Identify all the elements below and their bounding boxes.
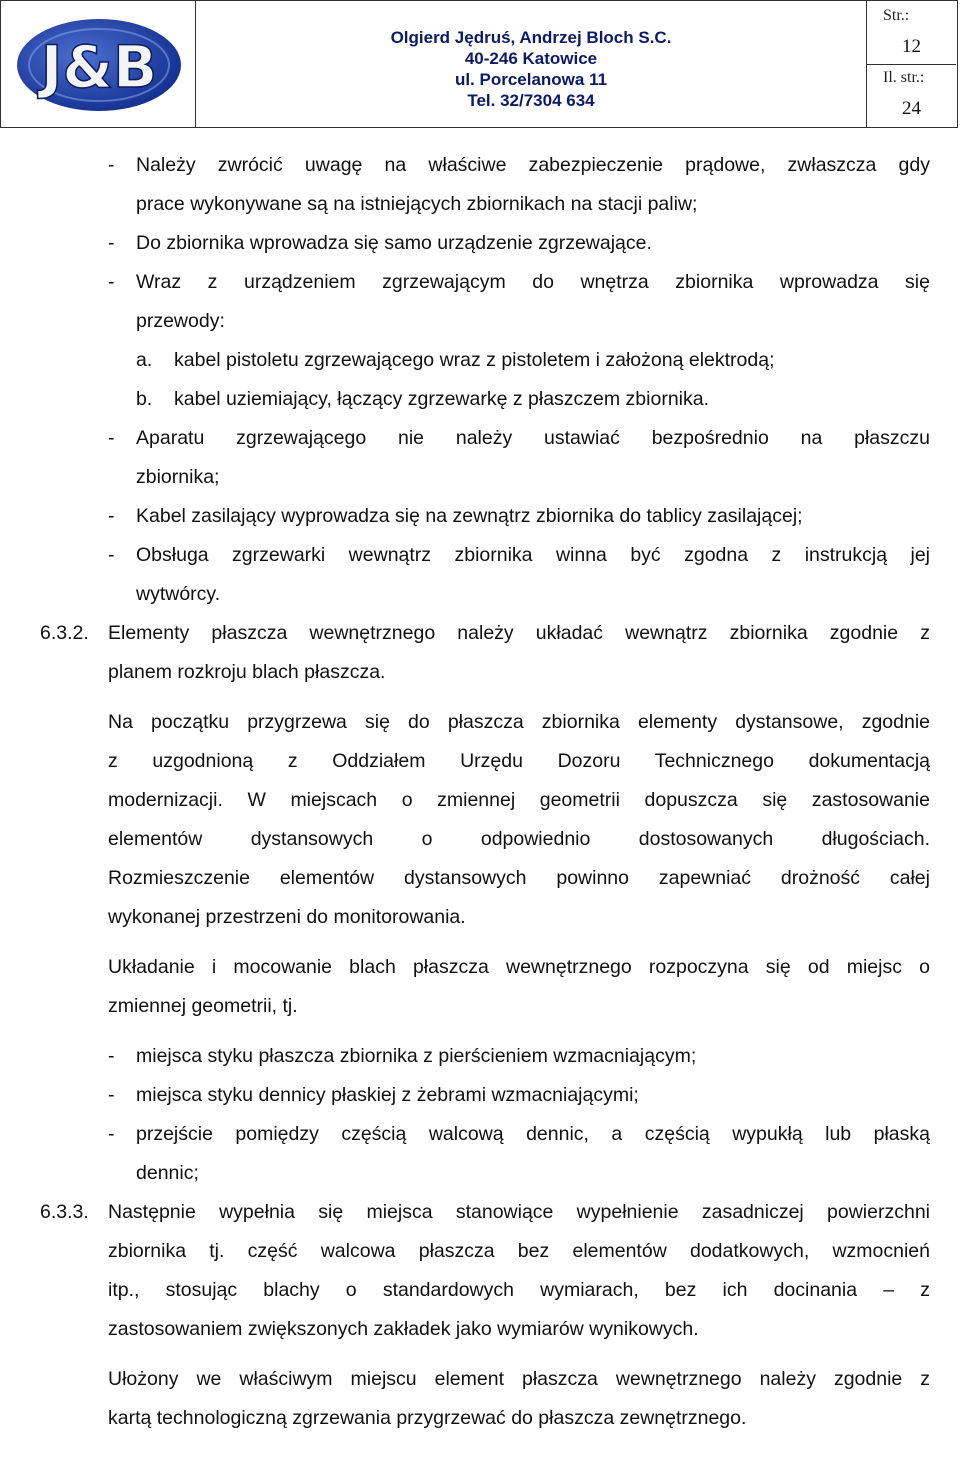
page-number: 12	[902, 36, 921, 57]
total-pages: 24	[902, 98, 921, 119]
text-line: zbiornika tj. część walcowa płaszcza bez elementów dodatkowych, wzmocnień	[108, 1240, 930, 1262]
text-line: dennic;	[136, 1162, 199, 1184]
text-line: Wraz z urządzeniem zgrzewającym do wnętrza zbiornika wprowadza się	[136, 271, 930, 293]
text-line: z uzgodnioną z Oddziałem Urzędu Dozoru Technicznego dokumentacją	[108, 750, 930, 772]
text-line: zmiennej geometrii, tj.	[108, 995, 298, 1017]
text-line: Rozmieszczenie elementów dystansowych powinno zapewniać drożność całej	[108, 867, 930, 889]
total-label: Il. str.:	[883, 69, 925, 86]
text-line: przewody:	[136, 310, 225, 332]
bullet-dash: -	[108, 427, 115, 449]
bullet-dash: -	[108, 1123, 115, 1145]
bullet-dash: -	[108, 544, 115, 566]
text-line: kabel uziemiający, łączący zgrzewarkę z płaszczem zbiornika.	[174, 388, 710, 410]
section-number: 6.3.2.	[40, 622, 89, 644]
text-line: kartą technologiczną zgrzewania przygrzewać do płaszcza zewnętrznego.	[108, 1407, 747, 1429]
text-line: przejście pomiędzy częścią walcową dennic, a częścią wypukłą lub płaską	[136, 1123, 930, 1145]
company-city: 40-246 Katowice	[464, 49, 598, 68]
company-logo	[15, 17, 183, 113]
text-line: planem rozkroju blach płaszcza.	[108, 661, 386, 683]
text-line: Na początku przygrzewa się do płaszcza zbiornika elementy dystansowe, zgodnie	[108, 711, 930, 733]
text-line: miejsca styku płaszcza zbiornika z pierścieniem wzmacniającym;	[136, 1045, 697, 1067]
text-line: prace wykonywane są na istniejących zbiornikach na stacji paliw;	[136, 193, 698, 215]
text-line: Do zbiornika wprowadza się samo urządzenie zgrzewające.	[136, 232, 652, 254]
text-line: Ułożony we właściwym miejscu element płaszcza wewnętrznego należy zgodnie z	[108, 1368, 930, 1390]
bullet-dash: -	[108, 1084, 115, 1106]
text-line: elementów dystansowych o odpowiednio dostosowanych długościach.	[108, 828, 930, 850]
text-line: wykonanej przestrzeni do monitorowania.	[108, 906, 466, 928]
page-header	[0, 0, 958, 128]
text-line: miejsca styku dennicy płaskiej z żebrami wzmacniającymi;	[136, 1084, 639, 1106]
list-marker: b.	[136, 388, 153, 410]
company-street: ul. Porcelanowa 11	[454, 70, 608, 89]
company-phone: Tel. 32/7304 634	[467, 91, 595, 110]
svg-text:J&B: J&B	[40, 33, 158, 101]
text-line: zastosowaniem zwiększonych zakładek jako wymiarów wynikowych.	[108, 1318, 699, 1340]
text-line: Kabel zasilający wyprowadza się na zewnątrz zbiornika do tablicy zasilającej;	[136, 505, 803, 527]
text-line: Aparatu zgrzewającego nie należy ustawiać bezpośrednio na płaszczu	[136, 427, 930, 449]
bullet-dash: -	[108, 271, 115, 293]
list-marker: a.	[136, 349, 153, 371]
page-number-cell	[866, 1, 957, 127]
bullet-dash: -	[108, 232, 115, 254]
text-line: wytwórcy.	[136, 583, 221, 605]
bullet-dash: -	[108, 505, 115, 527]
text-line: Obsługa zgrzewarki wewnątrz zbiornika winna być zgodna z instrukcją jej	[136, 544, 930, 566]
company-info	[195, 27, 867, 111]
bullet-dash: -	[108, 1045, 115, 1067]
page-current	[867, 1, 956, 65]
text-line: Następnie wypełnia się miejsca stanowiące wypełnienie zasadniczej powierzchni	[108, 1201, 930, 1223]
text-line: kabel pistoletu zgrzewającego wraz z pistoletem i założoną elektrodą;	[174, 349, 775, 371]
company-name: Olgierd Jędruś, Andrzej Bloch S.C.	[390, 28, 672, 47]
page-label: Str.:	[883, 7, 910, 24]
logo-cell	[1, 1, 196, 127]
text-line: Elementy płaszcza wewnętrznego należy układać wewnątrz zbiornika zgodnie z	[108, 622, 930, 644]
text-line: zbiornika;	[136, 466, 220, 488]
text-line: Układanie i mocowanie blach płaszcza wewnętrznego rozpoczyna się od miejsc o	[108, 956, 930, 978]
bullet-dash: -	[108, 154, 115, 176]
text-line: itp., stosując blachy o standardowych wymiarach, bez ich docinania – z	[108, 1279, 930, 1301]
text-line: modernizacji. W miejscach o zmiennej geometrii dopuszcza się zastosowanie	[108, 789, 930, 811]
text-line: Należy zwrócić uwagę na właściwe zabezpieczenie prądowe, zwłaszcza gdy	[136, 154, 930, 176]
section-number: 6.3.3.	[40, 1201, 89, 1223]
